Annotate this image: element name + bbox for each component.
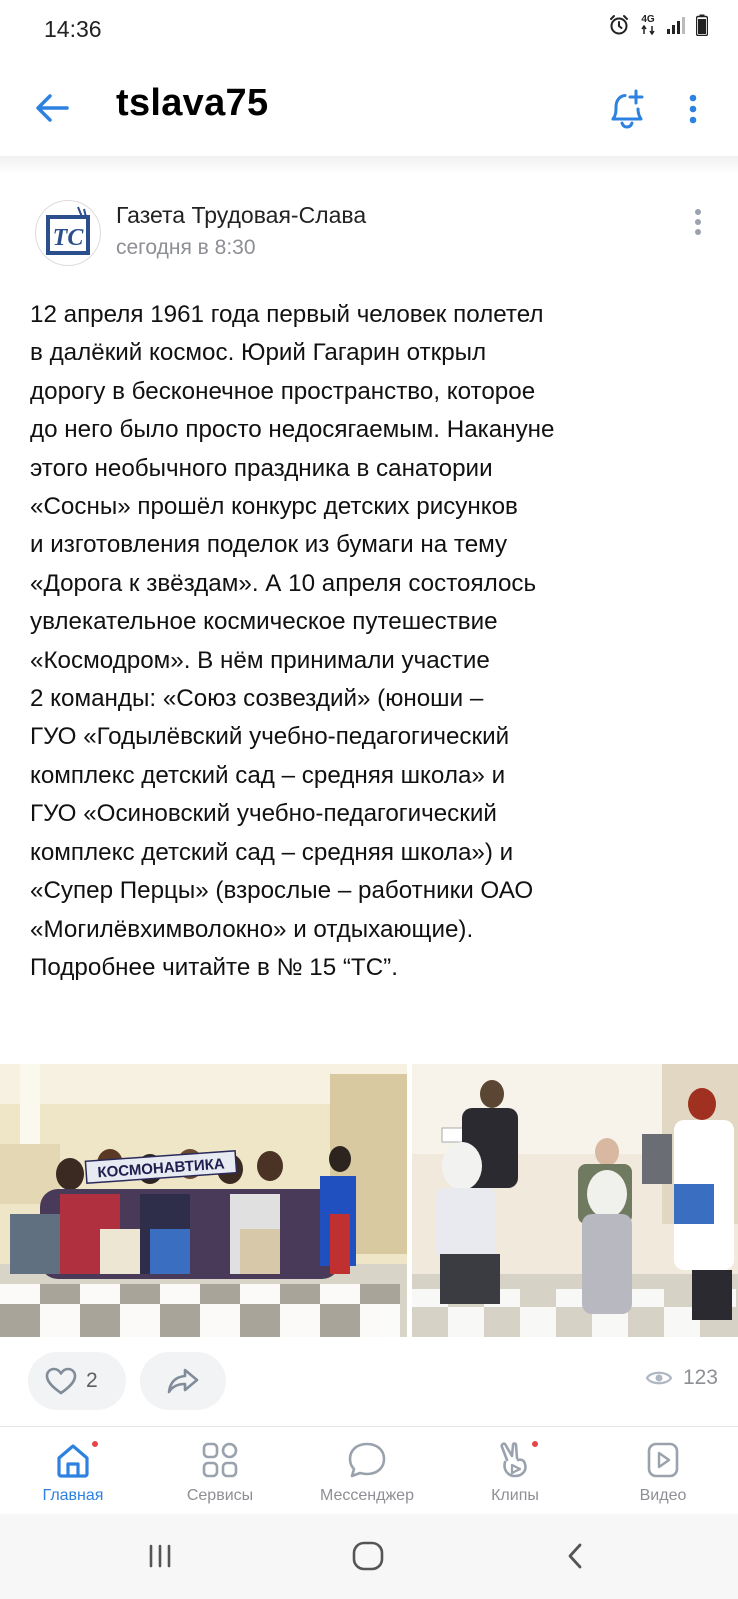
page-title: tslava75: [116, 82, 269, 124]
chevron-left-icon: [564, 1541, 586, 1571]
svg-text:ТС: ТС: [52, 225, 84, 251]
views-count: 123: [682, 1366, 718, 1389]
signal-icon: [666, 16, 686, 34]
video-icon: [643, 1440, 683, 1480]
app-header: [0, 60, 738, 156]
post-text: 12 апреля 1961 года первый человек полетел в далёкий космос. Юрий Гагарин открыл дорогу в бесконечное пространство, которое до него было просто недосягаемым. Накануне этого необычного праздника в санатории «Сосны» прошёл конкурс детских рисунков и изготовления поделок из бумаги на тему «Дорога к звёздам». А 10 апреля состоялось увлекательное космическое путешествие «Космодром». В нём принимали участие 2 команды: «Союз созвездий» (юноши – ГУО «Годылёвский учебно-педагогический комплекс детский сад – средняя школа» и ГУО «Осиновский учебно-педагогический комплекс детский сад – средняя школа») и «Супер Перцы» (взрослые – работники ОАО «Могилёвхимволокно» и отдыхающие). Подробнее читайте в № 15 “ТС”.: [30, 301, 555, 981]
post-more-button[interactable]: [684, 202, 712, 242]
home-nav-button[interactable]: [338, 1534, 398, 1578]
post-header: [0, 190, 738, 282]
bell-plus-icon: [605, 87, 649, 131]
more-menu-button[interactable]: [676, 84, 710, 134]
like-button[interactable]: [28, 1352, 126, 1410]
tab-video[interactable]: Видео: [598, 1437, 728, 1513]
contest-photo-image: [412, 1064, 738, 1337]
battery-icon: [696, 14, 708, 36]
eye-icon: [645, 1368, 673, 1388]
community-avatar[interactable]: [35, 200, 101, 266]
status-bar: [0, 0, 738, 60]
subscribe-notifications-button[interactable]: [600, 82, 654, 136]
bottom-tab-bar: [0, 1426, 738, 1514]
home-circle-icon: [351, 1541, 385, 1571]
services-icon: [200, 1440, 240, 1480]
more-vertical-icon: [694, 208, 702, 236]
status-time: 14:36: [44, 16, 102, 42]
post-actions: [0, 1352, 738, 1420]
post-photo-2[interactable]: [412, 1064, 738, 1337]
home-icon: [53, 1440, 93, 1480]
tab-services[interactable]: Сервисы: [155, 1437, 285, 1513]
notification-dot: [530, 1439, 540, 1449]
more-vertical-icon: [689, 94, 697, 124]
banner-text: КОСМОНАВТИКА: [96, 1155, 226, 1182]
share-button[interactable]: [140, 1352, 226, 1410]
share-arrow-icon: [166, 1366, 200, 1396]
back-button[interactable]: [28, 84, 76, 132]
messenger-icon: [346, 1440, 388, 1480]
author-name[interactable]: Газета Трудовая-Слава: [116, 202, 367, 228]
ts-logo: [38, 203, 98, 263]
arrow-left-icon: [34, 93, 70, 123]
clips-icon: [495, 1440, 535, 1480]
post-photos: [0, 1064, 738, 1337]
alarm-icon: [608, 14, 630, 36]
heart-icon: [44, 1366, 78, 1396]
data-arrows-icon: [640, 25, 656, 35]
tab-home[interactable]: Главная: [8, 1437, 138, 1513]
notification-dot: [90, 1439, 100, 1449]
system-nav-bar: [0, 1514, 738, 1599]
recent-apps-icon: [145, 1542, 175, 1570]
tab-clips[interactable]: Клипы: [450, 1437, 580, 1513]
back-nav-button[interactable]: [545, 1534, 605, 1578]
header-divider: [0, 156, 738, 174]
views-counter: [645, 1366, 718, 1390]
group-photo-image: [0, 1064, 407, 1337]
status-icons: [608, 14, 708, 36]
like-count: 2: [86, 1369, 98, 1392]
post-time: сегодня в 8:30: [116, 236, 256, 259]
recent-apps-button[interactable]: [130, 1534, 190, 1578]
network-type: 4G: [640, 15, 656, 35]
post-photo-1[interactable]: [0, 1064, 407, 1337]
tab-messenger[interactable]: Мессенджер: [302, 1437, 432, 1513]
